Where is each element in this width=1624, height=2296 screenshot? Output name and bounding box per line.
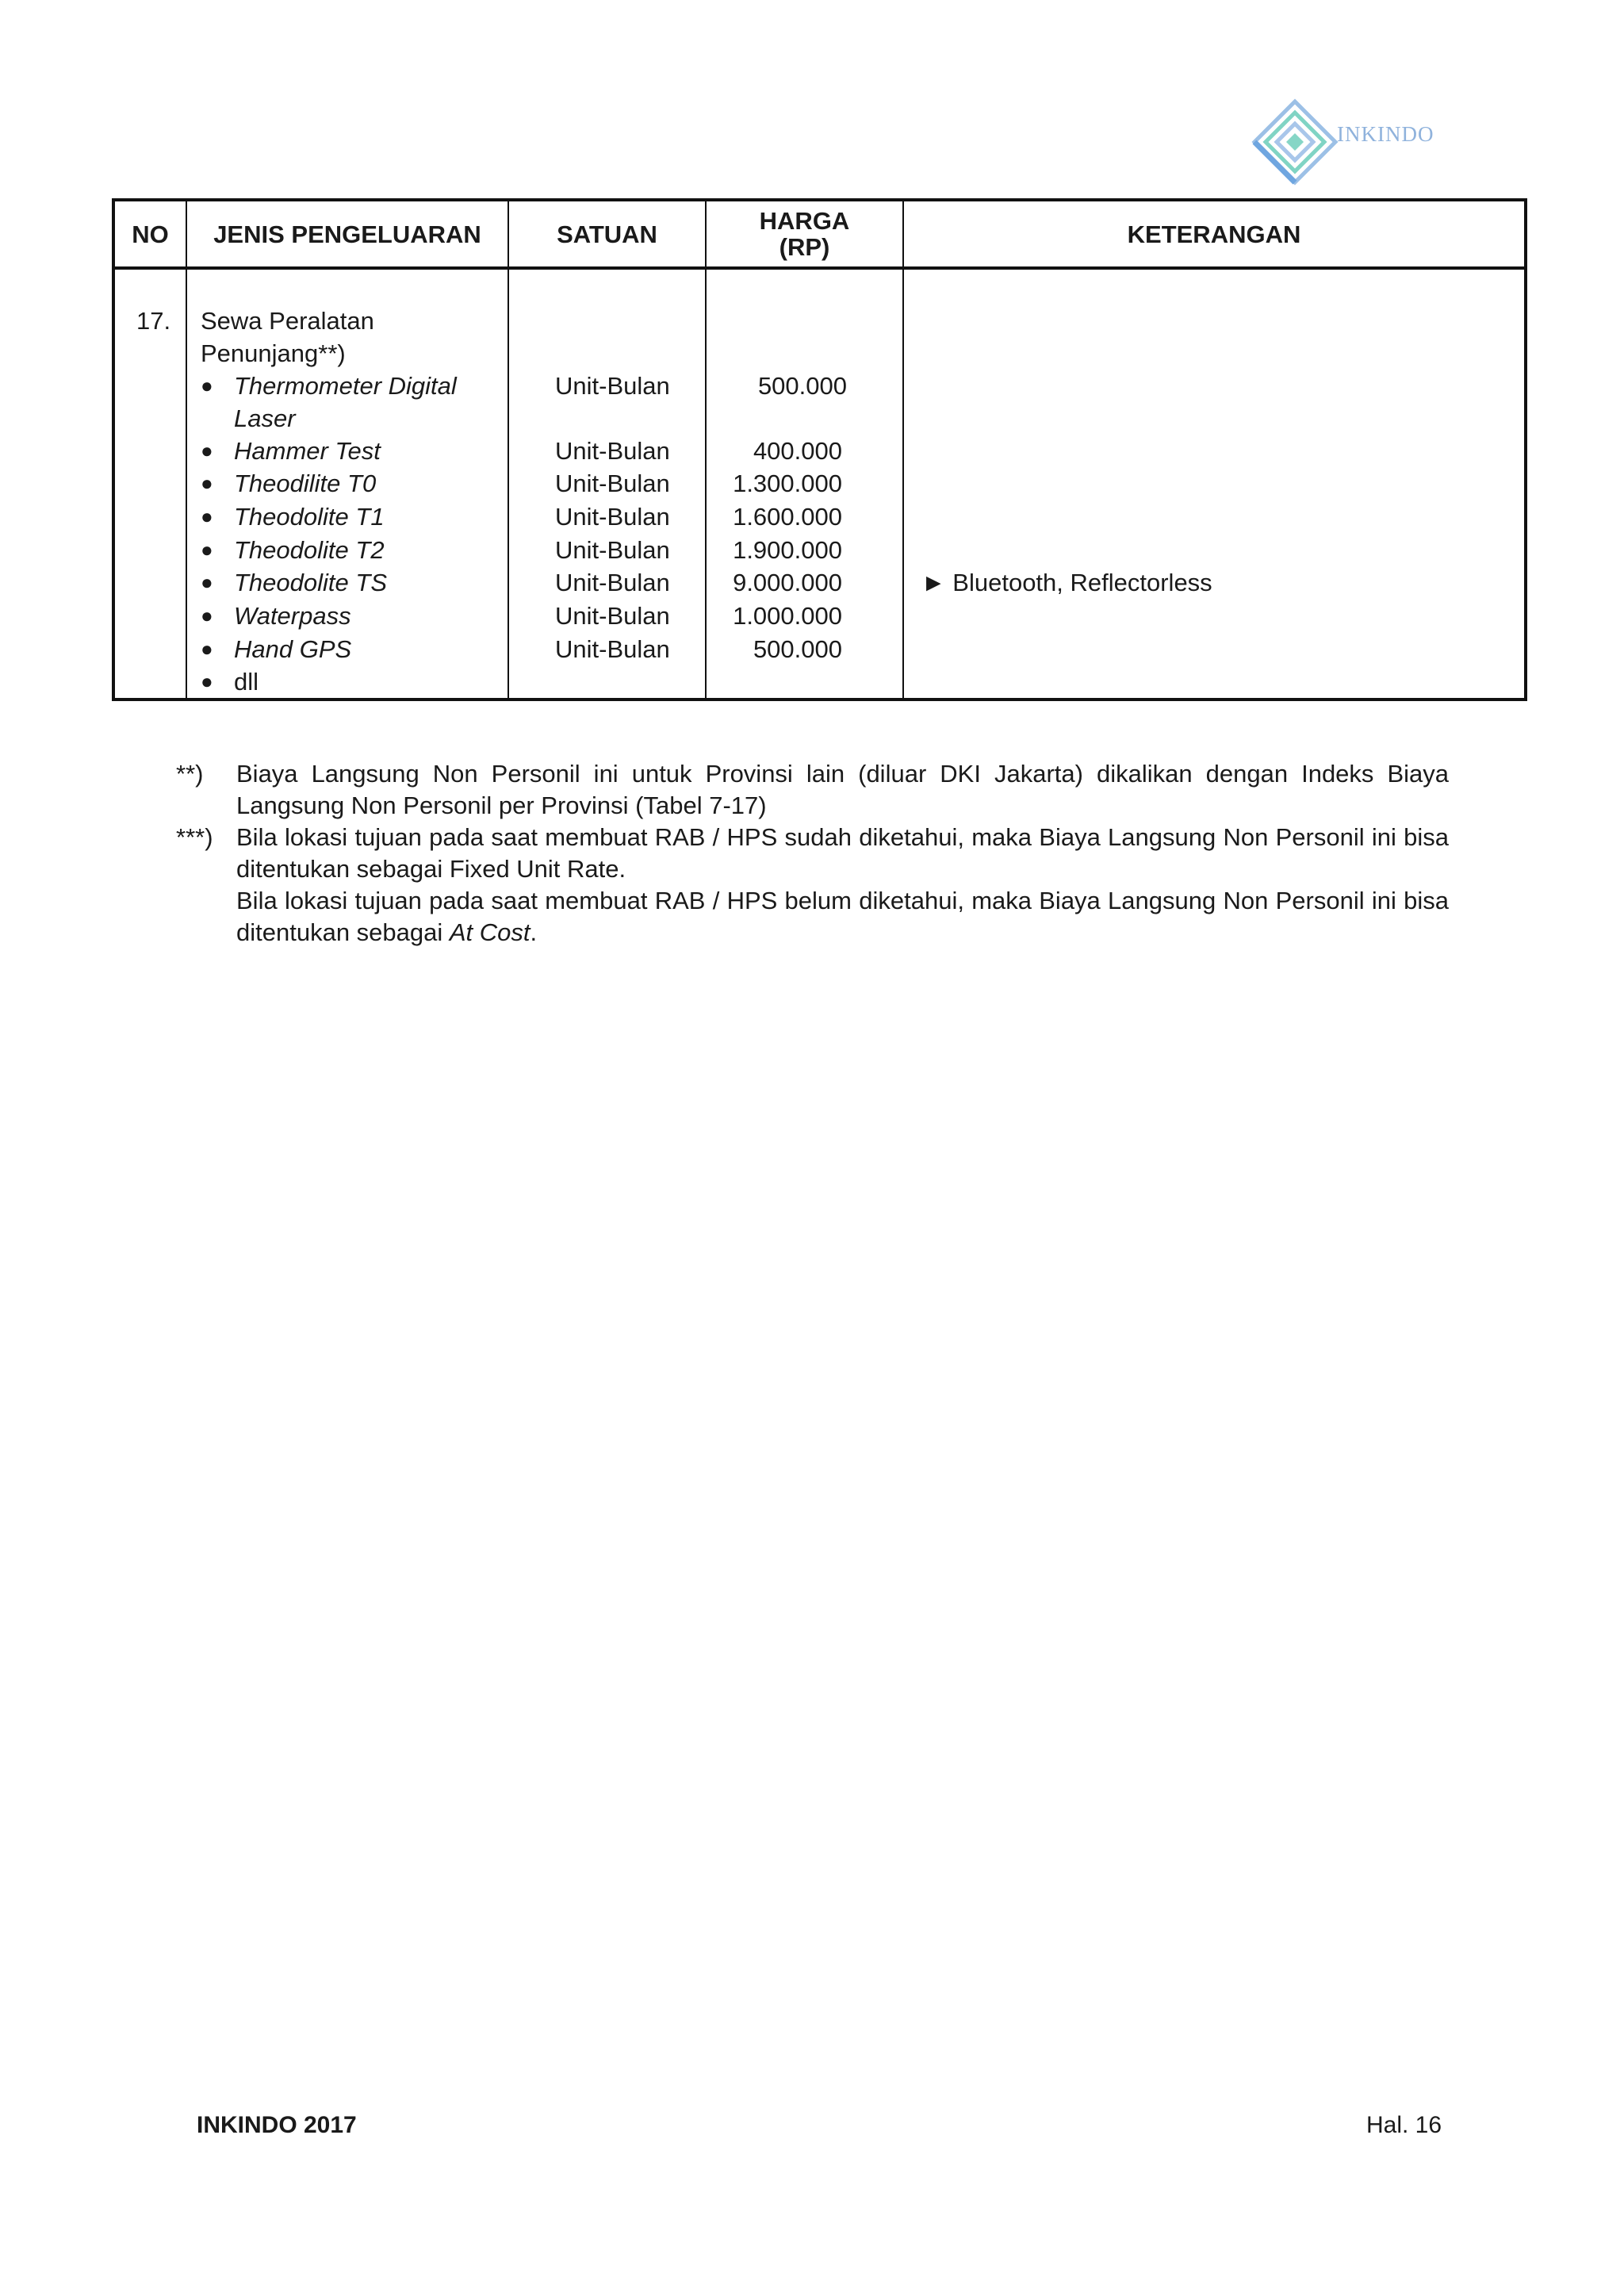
header-jenis: JENIS PENGELUARAN bbox=[186, 200, 508, 268]
page-number: Hal. 16 bbox=[1366, 2112, 1442, 2138]
header-keterangan: KETERANGAN bbox=[903, 200, 1526, 268]
bullet-icon: ● bbox=[201, 604, 213, 627]
item-name: Hand GPS bbox=[234, 635, 352, 663]
cell-no bbox=[113, 268, 186, 700]
footnote-marker: ***) bbox=[176, 823, 213, 851]
inkindo-logo bbox=[1251, 98, 1442, 186]
footnote bbox=[176, 758, 1449, 822]
row-title-line2: Penunjang**) bbox=[201, 339, 346, 367]
item-satuan: Unit-Bulan bbox=[555, 602, 670, 630]
item-harga: 1.600.000 bbox=[733, 503, 842, 531]
item-satuan: Unit-Bulan bbox=[555, 503, 670, 531]
item-keterangan: ► Bluetooth, Reflectorless bbox=[921, 569, 1212, 596]
table-header-row bbox=[113, 200, 1526, 268]
item-satuan: Unit-Bulan bbox=[555, 470, 670, 497]
bullet-icon: ● bbox=[201, 637, 213, 661]
bullet-icon: ● bbox=[201, 471, 213, 495]
row-title-line1: Sewa Peralatan bbox=[201, 307, 374, 335]
item-harga: 1.900.000 bbox=[733, 536, 842, 564]
footer-title: INKINDO 2017 bbox=[197, 2112, 357, 2138]
header-harga-line2: (RP) bbox=[779, 233, 830, 261]
bullet-icon: ● bbox=[201, 504, 213, 528]
item-name: Thermometer Digital bbox=[234, 372, 457, 400]
cost-table bbox=[112, 198, 1527, 701]
item-name-cont: Laser bbox=[234, 404, 296, 432]
item-harga: 1.000.000 bbox=[733, 602, 842, 630]
table-row bbox=[113, 268, 1526, 700]
footnote-marker: **) bbox=[176, 760, 204, 788]
item-satuan: Unit-Bulan bbox=[555, 536, 670, 564]
item-name: dll bbox=[234, 668, 259, 696]
item-satuan: Unit-Bulan bbox=[555, 437, 670, 465]
footnote bbox=[176, 822, 1449, 885]
header-harga bbox=[706, 200, 903, 268]
footnote-emphasis: At Cost bbox=[449, 918, 530, 946]
item-satuan: Unit-Bulan bbox=[555, 569, 670, 596]
logo-text: INKINDO bbox=[1337, 122, 1434, 146]
footnote-text: Bila lokasi tujuan pada saat membuat RAB / HPS sudah diketahui, maka Biaya Langsung Non Personil ini bisa ditentukan sebagai Fixed Unit Rate. bbox=[236, 823, 1449, 883]
header-harga-line1: HARGA bbox=[759, 207, 850, 235]
item-name: Theodolite T2 bbox=[234, 536, 385, 564]
item-harga: 400.000 bbox=[753, 437, 842, 465]
bullet-icon: ● bbox=[201, 538, 213, 562]
header-no: NO bbox=[113, 200, 186, 268]
bullet-icon: ● bbox=[201, 374, 213, 397]
item-name: Theodolite T1 bbox=[234, 503, 385, 531]
item-name: Theodolite TS bbox=[234, 569, 387, 596]
item-name: Waterpass bbox=[234, 602, 351, 630]
item-harga: 9.000.000 bbox=[733, 569, 842, 596]
item-name: Theodilite T0 bbox=[234, 470, 377, 497]
inkindo-diamond-logo-icon bbox=[1251, 98, 1339, 186]
footnotes bbox=[176, 758, 1449, 949]
item-satuan: Unit-Bulan bbox=[555, 635, 670, 663]
footnote-paragraph bbox=[176, 885, 1449, 949]
item-harga: 1.300.000 bbox=[733, 470, 842, 497]
footnote-text: Biaya Langsung Non Personil ini untuk Provinsi lain (diluar DKI Jakarta) dikalikan dengan Indeks Biaya Langsung Non Personil per Provinsi (Tabel 7-17) bbox=[236, 760, 1449, 819]
cell-satuan bbox=[508, 268, 706, 700]
footnote-text-end: . bbox=[530, 918, 538, 946]
header-satuan: SATUAN bbox=[508, 200, 706, 268]
bullet-icon: ● bbox=[201, 570, 213, 594]
item-satuan: Unit-Bulan bbox=[555, 372, 670, 400]
cell-harga bbox=[706, 268, 903, 700]
item-harga: 500.000 bbox=[753, 635, 842, 663]
item-harga: 500.000 bbox=[757, 372, 847, 400]
footnote-text: Bila lokasi tujuan pada saat membuat RAB / HPS belum diketahui, maka Biaya Langsung Non Personil ini bisa ditentukan sebagai bbox=[236, 887, 1449, 946]
row-number: 17. bbox=[136, 307, 171, 335]
cell-jenis bbox=[186, 268, 508, 700]
bullet-icon: ● bbox=[201, 669, 213, 693]
bullet-icon: ● bbox=[201, 439, 213, 462]
cell-keterangan bbox=[903, 268, 1526, 700]
item-name: Hammer Test bbox=[234, 437, 381, 465]
